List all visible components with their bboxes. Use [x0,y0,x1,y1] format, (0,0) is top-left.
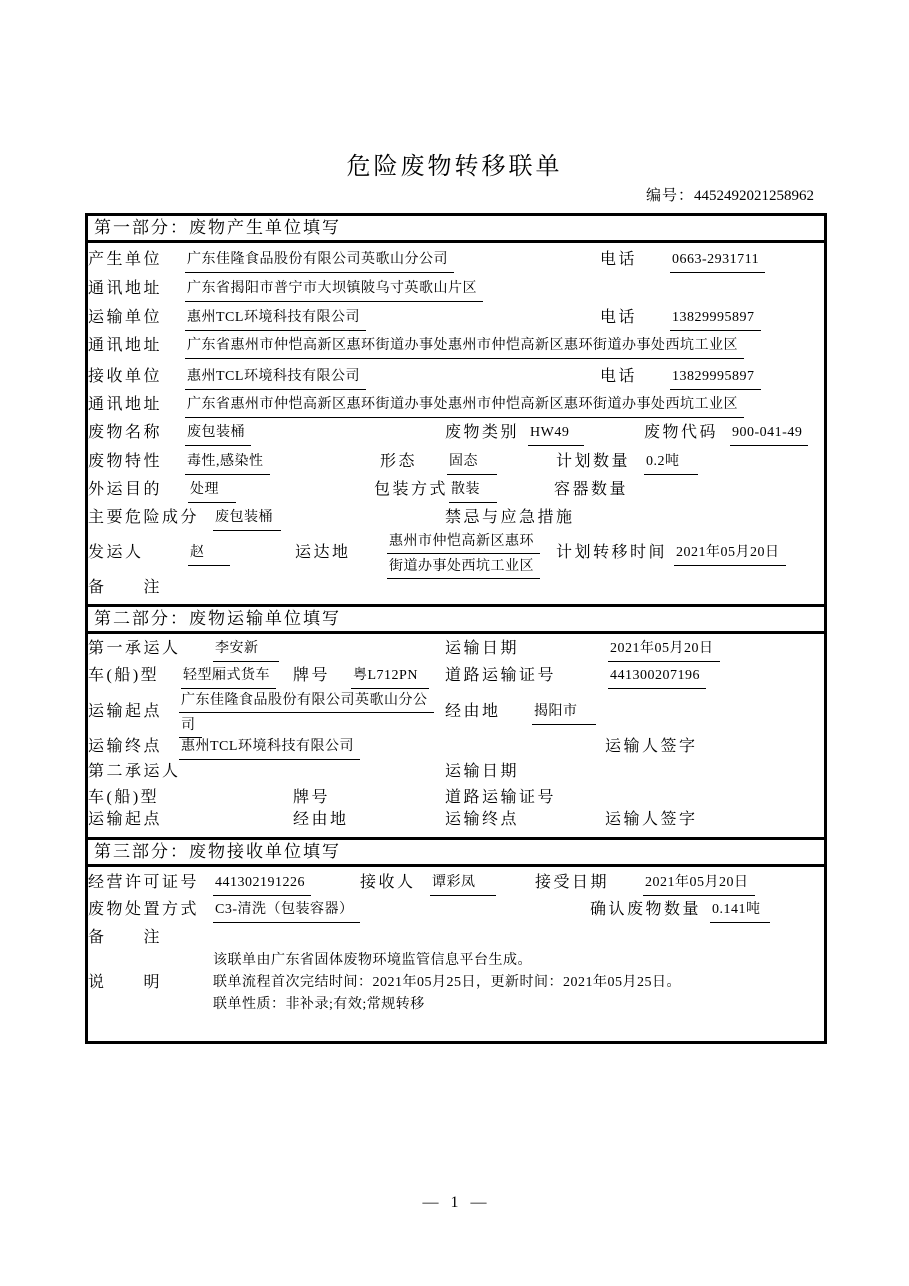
prod-unit-value: 广东佳隆食品股份有限公司英歌山分公司 [185,249,454,273]
plate1-label: 牌号 [293,667,331,684]
waste-code-value: 900-041-49 [730,422,808,446]
via1-label: 经由地 [445,703,501,720]
trans-unit-value: 惠州TCL环境科技有限公司 [185,307,366,331]
plan-qty-value: 0.2吨 [644,451,698,475]
recv-unit-value: 惠州TCL环境科技有限公司 [185,366,366,390]
road-cert1-label: 道路运输证号 [445,667,557,684]
prod-addr-value: 广东省揭阳市普宁市大坝镇陂乌寸英歌山片区 [185,278,483,302]
road-cert1-value: 441300207196 [608,665,706,689]
end1-value: 惠州TCL环境科技有限公司 [179,736,360,760]
serial-label: 编号： [646,188,695,204]
destination-label: 运达地 [295,544,351,561]
vehicle-type1-value: 轻型厢式货车 [181,665,276,689]
sign1-label: 运输人签字 [605,738,698,755]
note-line1: 该联单由广东省固体废物环境监管信息平台生成。 [213,953,532,968]
disposal-value: C3-清洗（包装容器） [213,899,360,923]
pack-label: 包装方式 [374,481,449,498]
road-cert2-label: 道路运输证号 [445,789,557,806]
sign2-label: 运输人签字 [605,811,698,828]
end1-label: 运输终点 [88,738,163,755]
vehicle-type1-label: 车(船)型 [88,667,160,684]
waste-code-label: 废物代码 [644,424,719,441]
waste-category-value: HW49 [528,422,584,446]
carrier1-label: 第一承运人 [88,640,181,657]
plate2-label: 牌号 [293,789,331,806]
purpose-label: 外运目的 [88,481,163,498]
origin2-label: 运输起点 [88,811,163,828]
recv-addr-label: 通讯地址 [88,396,163,413]
prod-unit-label: 产生单位 [88,251,163,268]
trans-addr-value: 广东省惠州市仲恺高新区惠环街道办事处惠州市仲恺高新区惠环街道办事处西坑工业区 [185,335,744,359]
purpose-value: 处理 [188,479,236,503]
origin1-label: 运输起点 [88,703,163,720]
waste-name-value: 废包装桶 [185,422,251,446]
disposal-label: 废物处置方式 [88,901,200,918]
transport-date2-label: 运输日期 [445,763,520,780]
prod-addr-label: 通讯地址 [88,280,163,297]
waste-property-label: 废物特性 [88,453,163,470]
main-hazard-value: 废包装桶 [213,507,281,531]
plan-time-value: 2021年05月20日 [674,542,786,566]
receiver-value: 谭彩凤 [430,872,496,896]
receiver-label: 接收人 [360,874,416,891]
via1-value: 揭阳市 [532,701,596,725]
trans-unit-label: 运输单位 [88,309,163,326]
waste-property-value: 毒性,感染性 [185,451,270,475]
taboo-label: 禁忌与应急措施 [445,509,575,526]
vehicle-type2-label: 车(船)型 [88,789,160,806]
sender-value: 赵 [188,542,230,566]
note-line3: 联单性质：非补录;有效;常规转移 [213,997,425,1012]
main-hazard-label: 主要危险成分 [88,509,200,526]
section3-header: 第三部分：废物接收单位填写 [85,837,827,867]
trans-phone-label: 电话 [600,309,638,326]
confirm-qty-label: 确认废物数量 [590,901,702,918]
prod-phone-value: 0663-2931711 [670,249,765,273]
sender-label: 发运人 [88,544,144,561]
plan-qty-label: 计划数量 [556,453,631,470]
transport-date1-value: 2021年05月20日 [608,638,720,662]
doc-title: 危险废物转移联单 [346,154,563,180]
destination-value-line2: 街道办事处西坑工业区 [387,556,540,579]
section1-header: 第一部分：废物产生单位填写 [85,216,827,243]
carrier2-label: 第二承运人 [88,763,181,780]
destination-value [387,531,540,581]
license-value: 441302191226 [213,872,311,896]
carrier1-value: 李安新 [213,638,279,662]
recv-date-label: 接受日期 [535,874,610,891]
waste-name-label: 废物名称 [88,424,163,441]
containers-label: 容器数量 [554,481,629,498]
origin1-value-line1: 广东佳隆食品股份有限公司英歌山分公 [179,690,434,713]
prod-phone-label: 电话 [600,251,638,268]
origin1-value-line2: 司 [179,715,202,738]
end2-label: 运输终点 [445,811,520,828]
section1-remark-label: 备 注 [88,579,163,596]
page-number: — 1 — [422,1194,487,1211]
section2-header: 第二部分：废物运输单位填写 [85,604,827,634]
origin1-value [179,690,434,740]
waste-category-label: 废物类别 [445,424,520,441]
plan-time-label: 计划转移时间 [556,544,668,561]
recv-addr-value: 广东省惠州市仲恺高新区惠环街道办事处惠州市仲恺高新区惠环街道办事处西坑工业区 [185,394,744,418]
recv-phone-value: 13829995897 [670,366,761,390]
trans-addr-label: 通讯地址 [88,337,163,354]
via2-label: 经由地 [293,811,349,828]
note-line2: 联单流程首次完结时间：2021年05月25日，更新时间：2021年05月25日。 [213,975,681,990]
section3-remark-label: 备 注 [88,929,163,946]
plate1-value: 粤L712PN [351,665,429,689]
note-label: 说 明 [88,974,163,991]
serial-value: 4452492021258962 [694,188,815,204]
recv-unit-label: 接收单位 [88,368,163,385]
destination-value-line1: 惠州市仲恺高新区惠环 [387,531,540,554]
transport-date1-label: 运输日期 [445,640,520,657]
form-value: 固态 [447,451,497,475]
form-label: 形态 [380,453,418,470]
license-label: 经营许可证号 [88,874,200,891]
recv-phone-label: 电话 [600,368,638,385]
recv-date-value: 2021年05月20日 [643,872,755,896]
trans-phone-value: 13829995897 [670,307,761,331]
confirm-qty-value: 0.141吨 [710,899,770,923]
serial-number [646,185,814,207]
pack-value: 散装 [449,479,497,503]
